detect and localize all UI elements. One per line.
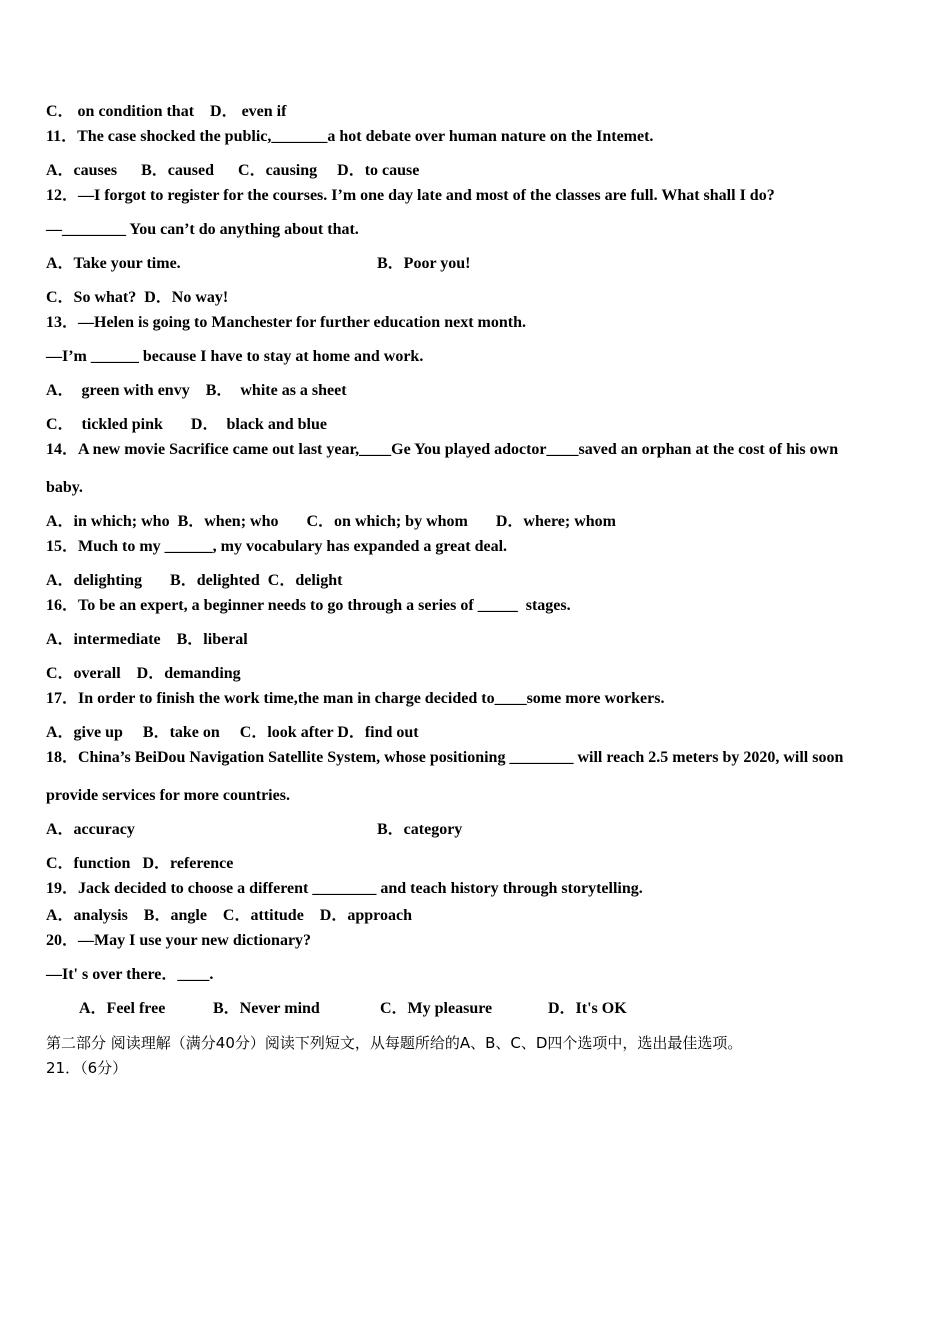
q20-reply: —It' s over there．____. (46, 966, 214, 983)
q12-reply: —________ You can’t do anything about that. (46, 221, 359, 238)
q12-options-cd: C．So what? D．No way! (46, 289, 229, 306)
q20-option-a: A．Feel free (79, 1000, 166, 1017)
question-12: 12．—I forgot to register for the courses. I’m one day late and most of the classes are full. What shall I do? (46, 187, 775, 204)
question-18: 18．China’s BeiDou Navigation Satellite System, whose positioning ________ will reach 2.5 meters by 2020, will soon (46, 749, 844, 766)
q18-options-cd: C．function D．reference (46, 855, 234, 872)
question-17: 17．In order to finish the work time,the man in charge decided to____some more workers. (46, 690, 665, 707)
q16-options-cd: C．overall D．demanding (46, 665, 241, 682)
section-2-heading: 第二部分 阅读理解（满分40分）阅读下列短文，从每题所给的A、B、C、D四个选项中，选出最佳选项。 (46, 1034, 743, 1052)
q20-option-c: C．My pleasure (380, 1000, 493, 1017)
q14-options: A．in which; who B．when; who C．on which; by whom D．where; whom (46, 513, 616, 530)
q16-options-ab: A．intermediate B．liberal (46, 631, 248, 648)
q13-options-ab: A． green with envy B． white as a sheet (46, 382, 347, 399)
q20-option-d: D．It's OK (548, 1000, 627, 1017)
q11-options: A．causes B．caused C．causing D．to cause (46, 162, 420, 179)
q13-options-cd: C． tickled pink D． black and blue (46, 416, 327, 433)
question-13: 13．—Helen is going to Manchester for further education next month. (46, 314, 526, 331)
question-19: 19．Jack decided to choose a different ________ and teach history through storytelling. (46, 880, 643, 897)
q12-option-a: A．Take your time. (46, 255, 181, 272)
question-15: 15．Much to my ______, my vocabulary has expanded a great deal. (46, 538, 508, 555)
question-20: 20．—May I use your new dictionary? (46, 932, 312, 949)
q18-option-b: B．category (377, 821, 463, 838)
q12-option-b: B．Poor you! (377, 255, 471, 272)
q18-option-a: A．accuracy (46, 821, 135, 838)
question-14: 14．A new movie Sacrifice came out last year,____Ge You played adoctor____saved an orphan at the cost of his own (46, 441, 839, 458)
q17-options: A．give up B．take on C．look after D．find out (46, 724, 419, 741)
q18-continued: provide services for more countries. (46, 787, 290, 804)
question-16: 16．To be an expert, a beginner needs to go through a series of _____ stages. (46, 597, 571, 614)
q10-options: C． on condition that D． even if (46, 103, 287, 120)
question-11: 11．The case shocked the public,_______a hot debate over human nature on the Intemet. (46, 128, 654, 145)
q13-reply: —I’m ______ because I have to stay at home and work. (46, 348, 424, 365)
q19-options: A．analysis B．angle C．attitude D．approach (46, 907, 412, 924)
q20-option-b: B．Never mind (213, 1000, 320, 1017)
q14-continued: baby. (46, 479, 83, 496)
question-21: 21．（6分） (46, 1059, 128, 1077)
q15-options: A．delighting B．delighted C．delight (46, 572, 343, 589)
